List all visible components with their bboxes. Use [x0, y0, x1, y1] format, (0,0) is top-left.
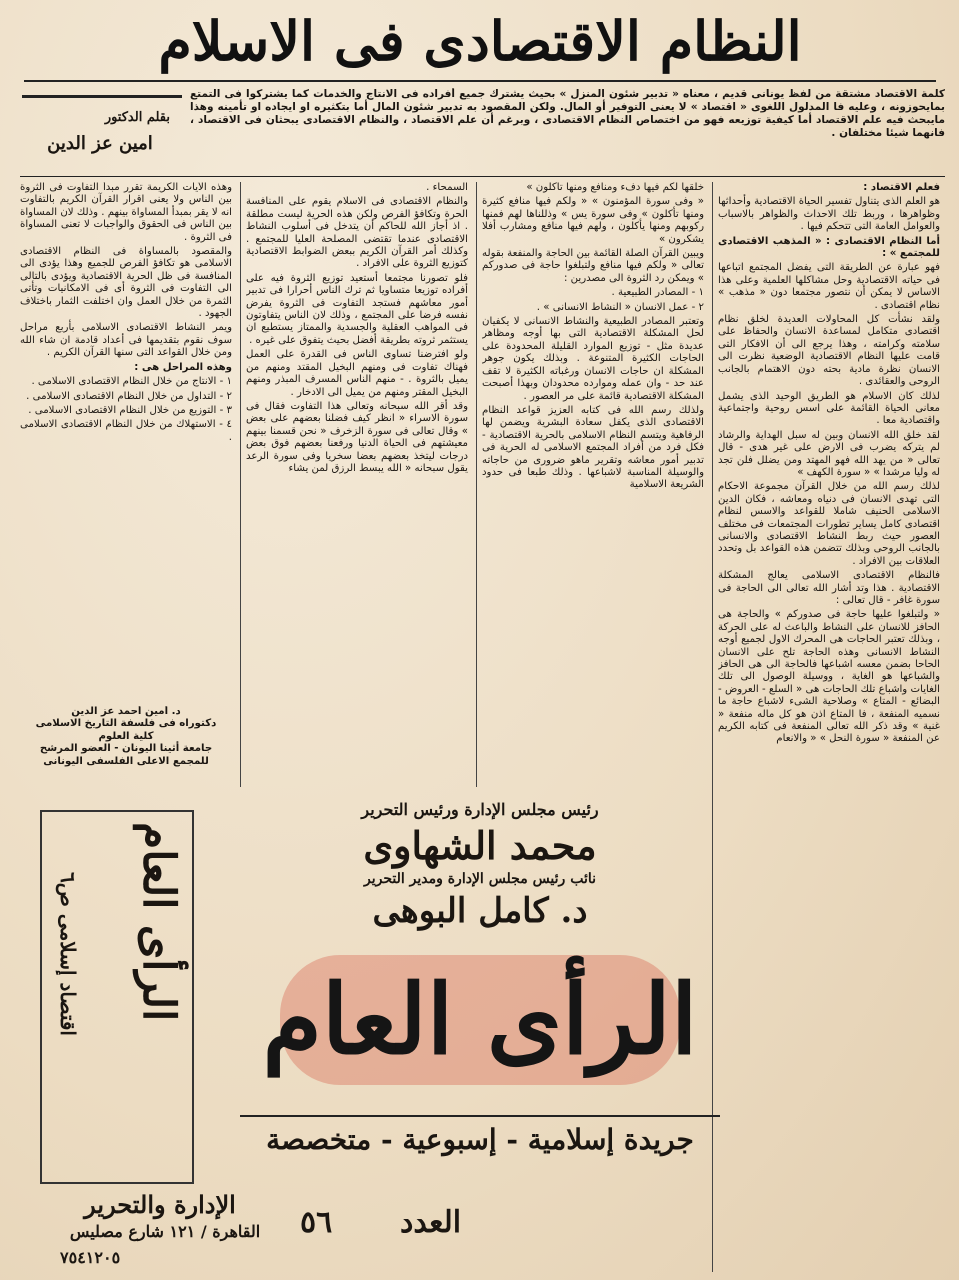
paragraph: ولذلك رسم الله فى كتابه العزيز قواعد النظام الاقتصادى الذى يكفل سعادة البشرية ويضمن لها الرفاهية ويتسم النظام الاسلامى بالحرية الاقتصادية - فكل فرد من أفراد المجتمع الاسلامى له الحرية فى تدبير أمور معاشه وتقرير ماهو ضرورى من حاجاته والوسيلة المناسبة لاشباعها . وذلك طبعا فى حدود الشريعة الاسلامية	[482, 404, 704, 491]
admin-label: الإدارة والتحرير	[84, 1190, 236, 1219]
paragraph: خلقها لكم فيها دفء ومنافع ومنها تأكلون »	[526, 182, 704, 193]
intro-rule	[20, 176, 945, 177]
article-column-1	[718, 182, 940, 1272]
article-column-2	[482, 182, 704, 787]
paragraph: ٣ - التوزيع من خلال النظام الاقتصادى الاسلامى .	[28, 404, 232, 416]
signature-line: د. أمين أحمد عز الدين	[71, 706, 181, 717]
paragraph: ويبين القرآن الصلة القائمة بين الحاجة والمنفعة بقوله تعالى « ولكم فيها منافع ولتبلغوا حاجة فى صدوركم » ويمكن رد الثروة الى مصدرين :	[482, 248, 704, 284]
newspaper-title-logo: الرأى العام	[262, 963, 698, 1076]
paragraph: ولقد نشأت كل المحاولات العديدة لخلق نظام اقتصادى متكامل لمساعدة الانسان والحفاظ على سلامته وكرامته ، وهذا يرجع الى أن الافكار التى قامت عليها النظام الاقتصادية الوضعية نظرت الى الانسان نظرة مادية بحته دون الاهتمام بالجانب الروحى والعقائدى .	[718, 314, 940, 388]
signature-line: دكتوراه فى فلسفة التاريخ الاسلامى	[35, 718, 217, 730]
paragraph: ويمر النشاط الاقتصادى الاسلامى بأربع مراحل سوف نقوم بتقديمها فى أعداد قادمة ان شاء الله ومن خلال القواعد التى سنها القرآن الكريم .	[20, 322, 232, 359]
paragraph: فلو تصورنا مجتمعا أستعيد توزيع الثروة فيه على أفراده توزيعا متساويا ثم ترك الناس أحرارا فى تدبير أمور معاشهم فستجد التفاوت فى الثروة يفرض نفسه فرضا على المجتمع ، وذلك لان الناس يتفاوتون فى المواهب العقلية والجسدية والممتاز يستطيع ان يستثمر ثروته بطريقة أفضل بحيث يتفوق على غيره .	[246, 272, 468, 346]
paragraph: لقد خلق الله الانسان وبين له سبل الهداية والرشاد لم يتركه يضرب فى الارض على غير هدى - قال تعالى « من يهد الله فهو المهتد ومن يضلل فلن تجد له وليا مرشدا » « سورة الكهف »	[718, 429, 940, 478]
paragraph: السمحاء .	[426, 182, 468, 193]
intro-paragraph: كلمة الاقتصاد مشتقة من لفظ يونانى قديم ، معناه « تدبير شئون المنزل » بحيث يشترك جميع أفراده فى الانتاج والخدمات كما يشتركوا فى التمتع بمايحوزونه ، وعليه فا المدلول اللغوى « اقتصاد » لا يعنى التوفير أو المال. ولكن المقصود به تدبير شئون المال أما بتكثيره او ايجاده او تأمينه وهذا مايبحث فيه علم الاقتصاد أما كيفية توزيعه فهو من اختصاص النظام الاقتصادى ، وبرغم أن علم الاقتصاد ، والنظام الاقتصادى يبحثان فى الاقتصاد ، فانهما شيئا مختلفان .	[190, 88, 945, 139]
paragraph: ٢ - التداول من خلال النظام الاقتصادى الاسلامى .	[26, 390, 232, 402]
article-column-3	[246, 182, 468, 787]
paragraph: فالنظام الاقتصادى الاسلامى يعالج المشكلة الاقتصادية . هذا وتد أشار الله تعالى الى الحاجة فى سورة غافر - قال تعالى :	[718, 570, 940, 606]
paragraph: وقد أقر الله سبحانه وتعالى هذا التفاوت فقال فى سورة الاسراء « انظر كيف فضلنا بعضهم على بعض » وقال تعالى فى سورة الزخرف « نحن قسمنا بينهم معيشتهم فى الحياة الدنيا ورفعنا بعضهم فوق بعض درجات ليتخذ بعضهم بعضا سخريا وفى سورة الرعد يقول سبحانه « الله يبسط الرزق لمن يشاء	[246, 400, 468, 474]
author-signature	[20, 706, 232, 791]
address: القاهرة / ١٢١ شارع مصليس	[69, 1222, 261, 1241]
signature-line: للمجمع الاعلى الفلسفى اليونانى	[43, 755, 209, 767]
chairman-name: محمد الشهاوى	[363, 823, 597, 868]
byline-prefix: بقلم الدكتور	[104, 110, 170, 125]
paragraph: هو العلم الذى يتناول تفسير الحياة الاقتصادية وأحداثها وظواهرها ، وربط تلك الاحداث والظواهر بالاسباب والعوامل العامة التى تتحكم فيها .	[718, 196, 940, 233]
section-heading: أما النظام الاقتصادى : « المذهب الاقتصادى للمجتمع » :	[718, 235, 940, 260]
chairman-title: رئيس مجلس الإدارة ورئيس التحرير	[361, 800, 599, 819]
column-divider	[240, 182, 241, 787]
deputy-name: د. كامل البوهى	[372, 891, 588, 931]
signature-line: كلية العلوم	[98, 730, 154, 742]
paragraph: « وفى سورة المؤمنون » « ولكم فيها منافع كثيرة ومنها تأكلون » وفى سورة يس » وذللناها لهم فمنها ركوبهم ومنها يأكلون ، ولهم فيها منافع ومشارب أفلا يشكرون »	[482, 196, 704, 245]
paragraph: وهذه الآيات الكريمة تقرر مبدأ التفاوت فى الثروة بين الناس ولا يعنى اقرار القرآن الكريم بالتفاوت انه لا يقر بمبدأ المساواة بينهم . وذلك لان المساواة بين الناس فى الحقوق والواجبات لا تعنى المساواة فى الثروة .	[20, 182, 232, 243]
paragraph: ٤ - الاستهلاك من خلال النظام الاقتصادى الاسلامى .	[20, 419, 232, 443]
section-heading: فعلم الاقتصاد :	[863, 182, 940, 193]
paragraph: لذلك كان الاسلام هو الطريق الوحيد الذى يشمل معانى الحياة القائمة على اسس روحية واجتماعية واقتصادية معا .	[718, 390, 940, 427]
signature-line: جامعة أثينا اليونان - العضو المرشح	[39, 743, 213, 755]
deputy-title: نائب رئيس مجلس الإدارة ومدير التحرير	[363, 871, 596, 887]
paragraph: فهو عبارة عن الطريقة التى يفضل المجتمع اتباعها فى حياته الاقتصادية وحل مشاكلها العلمية وعلى هذا الاساس لا يمكن أن نتصور مجتمعا دون « مذهب » نظام اقتصادى .	[718, 262, 940, 311]
paragraph: ٢ - عمل الانسان « النشاط الانسانى » .	[536, 301, 704, 313]
byline-rule	[22, 95, 182, 98]
paragraph: والمقصود بالمساواة فى النظام الاقتصادى الاسلامى هو تكافؤ الفرص للجميع وهذا يؤدى الى المنافسة فى ظل الحرية الاقتصادية ويؤدى بالتالى الى التفاوت فى الثروة أى فى الامكانيات وتأتى الثمرة من خلال العمل وان اختلفت الثمار باختلاف الجهود .	[20, 246, 232, 320]
newspaper-masthead	[200, 795, 740, 1180]
paragraph: ١ - الانتاج من خلال النظام الاقتصادى الاسلامى .	[31, 376, 232, 388]
paragraph: « ولتبلغوا عليها حاجة فى صدوركم » والحاجة هى الحافز للانسان على النشاط والباعث له على الحركة ، وبذلك تعتبر الحاجات هى المحرك الاول لجميع أوجه النشاط الانسانى وهذه الحاجة تلح على الانسان الحاحا بضمن معسه اشباعها فالحاجة الى هى الحافز والشباعها هو الغاية ، ووسيلة الوصول الى تلك الغايات واشباع تلك الحاجات هى « السلع - العروض - البضائع - المتاع » وصلاحية الشىء لاشباع حاجة ما نسميه المنفعة ، فا المتاع اذن هو كل ماله منفعة « غنية » وقد ذكر الله تعالى المنفعة فى كتابه الكريم عن المنفعة « سورة النحل » « والانعام	[718, 609, 940, 745]
headline-rule	[24, 80, 936, 82]
byline	[20, 110, 180, 154]
byline-author: امين عز الدين	[47, 133, 153, 154]
paragraph: والنظام الاقتصادى فى الاسلام يقوم على المنافسة الحرة وتكافؤ الفرص ولكن هذه الحرية ليست مطلقة . اذ أجاز الله للحاكم أن يتدخل فى أسلوب النشاط الاقتصادى عندما تقتضى المصلحة العليا للمجتمع . وكذلك أمر القرآن الكريم ببعض الضوابط الاقتصادية كتوزيع الثروة على الافراد .	[246, 196, 468, 270]
phone-number: ٧٥٤١٢٠٥	[60, 1248, 121, 1267]
paragraph: وتعتبر المصادر الطبيعية والنشاط الانسانى لا يكفيان لحل المشكلة الاقتصادية التى بها أوجه ومظاهر عديدة مثل - توزيع الموارد القليلة المحدودة على الحاجات الكثيرة المتنوعة . وبذلك يكون جوهر المشكلة ان حاجات الانسان ورغباته الكثيرة لا تقف عند حد - وان عمله وموارده محدودان وبهذا أصبحت المشكلة الاقتصادية قائمة على مر العصور .	[482, 316, 704, 402]
article-column-4	[20, 182, 232, 702]
newspaper-tagline: جريدة إسلامية - إسبوعية - متخصصة	[240, 1115, 720, 1156]
column-divider	[476, 182, 477, 787]
section-heading: وهذه المراحل هى :	[134, 361, 232, 373]
side-strip-subtitle: اقتصاد إسلامى ص٦	[56, 872, 80, 1036]
side-strip	[40, 810, 194, 1184]
paragraph: ولو افترضنا تساوى الناس فى القدرة على العمل فهناك تفاوت فى ومنهم البخيل المقتد ومنهم من يميل بالثروة . - منهم الناس المسرف المبذر ومنهم البخيل المقتر ومنهم من يميل الى الادخار .	[246, 349, 468, 398]
headline: النظام الاقتصادى فى الاسلام	[158, 9, 802, 73]
paragraph: لذلك رسم الله من خلال القرآن مجموعة الاحكام التى تهدى الانسان فى دنياه ومعاشه ، فكان الدين الاسلامى الحنيف شاملا للقواعد والاسس لنظام اقتصادى كامل يساير تطورات المجتمعات فى مختلف العصور حيث ربط النشاط الاقتصادى والانسانى بالجانب الروحى وبذلك تتضمن هذه القواعد بل وتحدد العلاقات بين الافراد .	[718, 481, 940, 567]
issue-label: العدد	[400, 1205, 462, 1240]
issue-number: ٥٦	[300, 1205, 333, 1240]
side-strip-title: الرأى العام	[133, 822, 184, 1022]
paragraph: ١ - المصادر الطبيعية .	[611, 287, 704, 299]
